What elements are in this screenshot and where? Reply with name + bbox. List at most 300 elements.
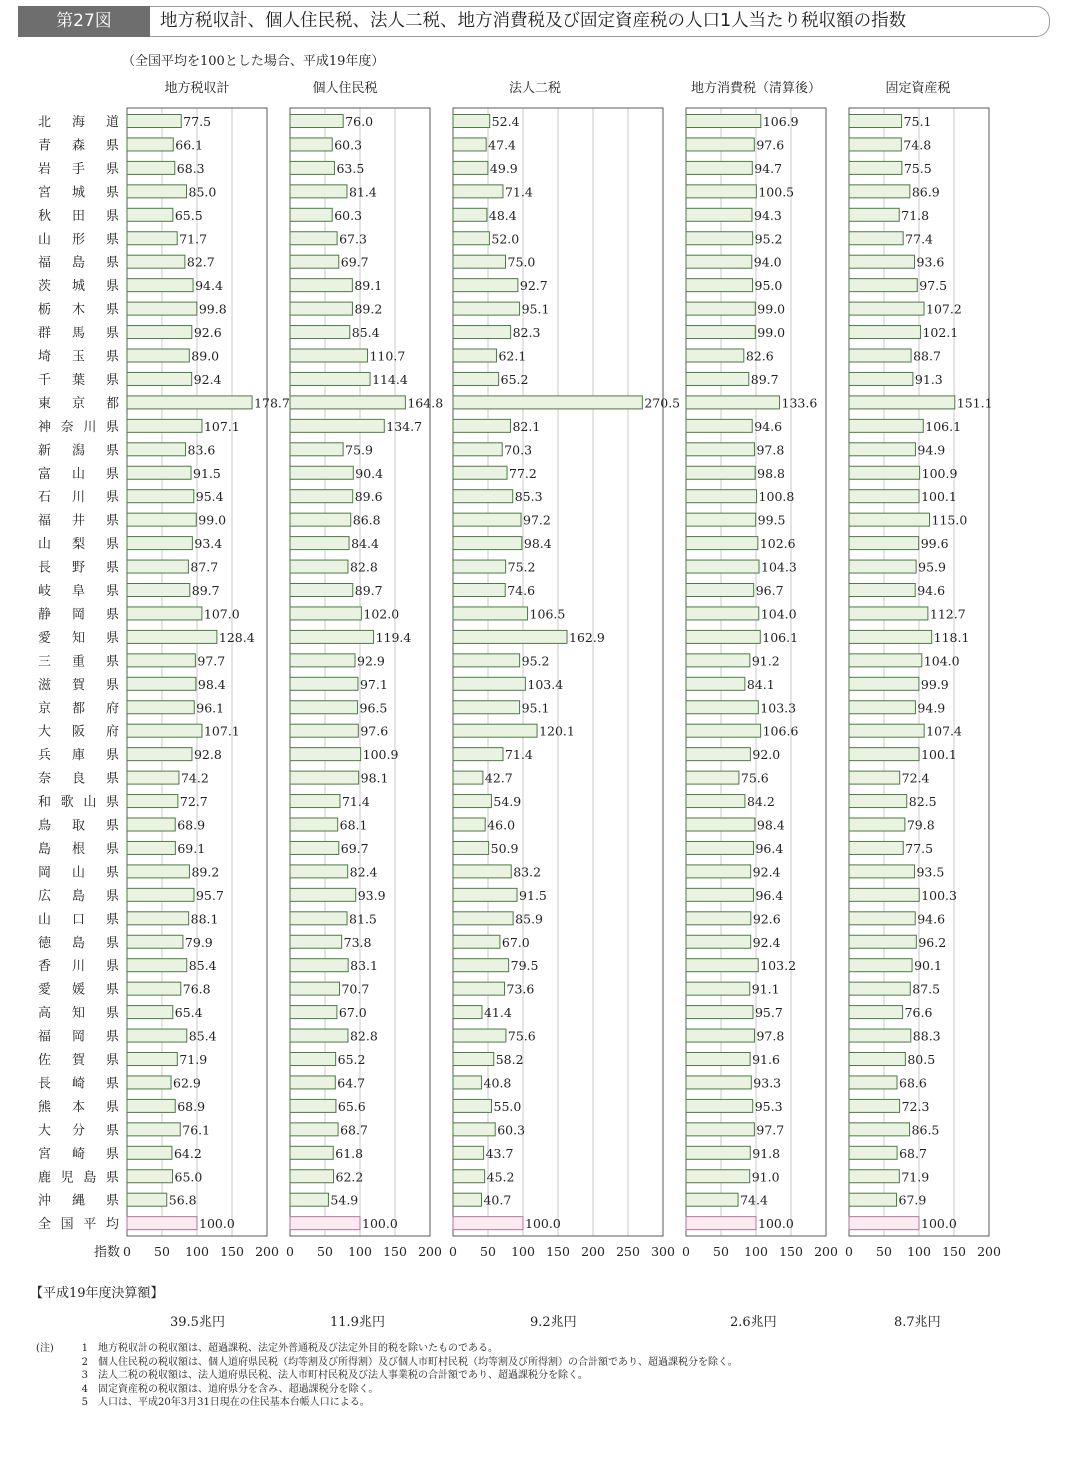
bar xyxy=(290,396,405,409)
bar xyxy=(127,208,173,221)
bar xyxy=(849,537,919,550)
data-label: 99.9 xyxy=(920,676,949,692)
bar xyxy=(686,795,745,808)
data-label: 75.6 xyxy=(507,1028,536,1044)
bar xyxy=(290,115,343,128)
data-label: 73.6 xyxy=(506,981,535,997)
data-label: 65.5 xyxy=(174,207,203,223)
data-label: 91.6 xyxy=(752,1052,780,1067)
series-header: 個人住民税 xyxy=(312,81,378,96)
bar xyxy=(290,748,361,761)
data-label: 102.6 xyxy=(759,536,796,552)
category-label: 高知県 xyxy=(38,1006,119,1022)
bar xyxy=(127,1193,167,1206)
data-label: 80.5 xyxy=(907,1052,936,1067)
bar xyxy=(453,443,502,456)
data-label: 85.3 xyxy=(514,489,543,505)
bar xyxy=(127,302,197,315)
total-value-4: 8.7兆円 xyxy=(894,1315,941,1330)
data-label: 91.8 xyxy=(752,1145,781,1161)
bar xyxy=(686,677,745,690)
category-label: 山梨県 xyxy=(38,537,119,553)
bar xyxy=(453,1170,485,1183)
data-label: 115.0 xyxy=(931,512,968,528)
data-label: 71.4 xyxy=(504,747,533,763)
bar xyxy=(290,1076,335,1089)
data-label: 71.9 xyxy=(179,1052,208,1067)
category-label: 大阪府 xyxy=(38,724,119,740)
bar xyxy=(849,232,903,245)
bar xyxy=(453,208,487,221)
data-label: 96.5 xyxy=(359,700,388,716)
category-label: 奈良県 xyxy=(38,771,119,787)
bar xyxy=(849,1193,897,1206)
bar xyxy=(453,607,528,620)
data-label: 96.1 xyxy=(196,700,225,716)
data-label: 87.7 xyxy=(190,559,219,575)
data-label: 102.0 xyxy=(363,606,400,622)
data-label: 56.8 xyxy=(168,1192,197,1208)
data-label: 106.9 xyxy=(762,114,799,129)
bar xyxy=(127,584,190,597)
bar xyxy=(849,1146,897,1159)
bar xyxy=(453,326,511,339)
category-label: 福岡県 xyxy=(38,1029,119,1045)
data-label: 94.4 xyxy=(195,278,223,294)
category-label: 埼玉県 xyxy=(38,349,119,365)
data-label: 42.7 xyxy=(484,770,513,786)
category-label: 徳島県 xyxy=(38,935,119,951)
category-label: 宮崎県 xyxy=(38,1146,119,1162)
bar xyxy=(290,865,348,878)
data-label: 70.7 xyxy=(341,981,370,997)
bar xyxy=(290,935,342,948)
total-value-2: 9.2兆円 xyxy=(530,1315,577,1330)
category-label: 福島県 xyxy=(38,255,119,271)
category-label: 山口県 xyxy=(38,912,119,928)
bar xyxy=(453,161,488,174)
bar xyxy=(127,935,183,948)
data-label: 107.1 xyxy=(203,723,240,739)
tick-label: 0 xyxy=(845,1244,853,1259)
data-label: 71.7 xyxy=(179,231,208,247)
bar xyxy=(849,443,915,456)
bar xyxy=(686,912,751,925)
bar xyxy=(290,490,353,503)
bar xyxy=(127,138,173,151)
bar xyxy=(290,419,384,432)
data-label: 94.7 xyxy=(754,160,783,176)
category-label: 山形県 xyxy=(38,232,119,248)
data-label: 95.2 xyxy=(754,231,783,247)
series-header: 固定資産税 xyxy=(885,81,951,96)
bar xyxy=(686,326,755,339)
axis-label: 指数 xyxy=(93,1245,120,1260)
data-label: 81.5 xyxy=(349,911,377,927)
data-label: 95.7 xyxy=(754,1005,783,1021)
tick-label: 100 xyxy=(511,1244,535,1259)
category-label: 石川県 xyxy=(38,490,119,506)
data-label: 75.5 xyxy=(903,160,932,176)
data-label: 98.4 xyxy=(197,676,226,692)
data-label: 94.3 xyxy=(754,207,782,223)
tick-label: 200 xyxy=(255,1244,279,1259)
data-label: 89.7 xyxy=(354,583,383,598)
data-label: 88.3 xyxy=(912,1028,941,1044)
category-label: 愛知県 xyxy=(38,630,119,646)
data-label: 104.0 xyxy=(923,653,960,669)
bar xyxy=(290,1170,334,1183)
data-label: 99.6 xyxy=(920,536,949,552)
bar xyxy=(290,795,340,808)
data-label: 107.2 xyxy=(926,301,962,317)
bar xyxy=(127,255,185,268)
note-text: 固定資産税の税収額は、道府県分を含み、超過課税分を除く。 xyxy=(98,1383,379,1395)
bar xyxy=(453,677,525,690)
data-label: 91.0 xyxy=(751,1169,780,1185)
data-label: 69.1 xyxy=(177,840,206,856)
bar xyxy=(849,654,922,667)
bar xyxy=(453,490,513,503)
bar xyxy=(127,1006,173,1019)
bar xyxy=(849,1006,903,1019)
bar xyxy=(849,912,915,925)
bar xyxy=(127,232,177,245)
bar xyxy=(290,1217,360,1230)
bar xyxy=(453,279,518,292)
data-label: 270.5 xyxy=(644,395,681,411)
data-label: 75.6 xyxy=(740,770,769,786)
tick-label: 200 xyxy=(418,1244,442,1259)
data-label: 99.0 xyxy=(198,512,227,528)
data-label: 67.0 xyxy=(501,934,530,950)
data-label: 62.1 xyxy=(498,348,527,364)
data-label: 84.2 xyxy=(746,794,775,810)
bar xyxy=(290,161,334,174)
data-label: 98.1 xyxy=(360,770,389,786)
data-label: 98.8 xyxy=(757,465,786,481)
data-label: 68.1 xyxy=(339,817,368,833)
bar xyxy=(290,677,358,690)
bar xyxy=(453,654,520,667)
data-label: 100.1 xyxy=(921,747,957,763)
category-label: 東京都 xyxy=(38,396,119,412)
category-label: 栃木県 xyxy=(38,302,119,318)
data-label: 95.3 xyxy=(754,1098,783,1114)
bar xyxy=(849,607,928,620)
data-label: 82.8 xyxy=(349,1028,378,1044)
note-text: 地方税収計の税収額は、超過課税、法定外普通税及び法定外目的税を除いたものである。 xyxy=(98,1343,498,1354)
data-label: 83.6 xyxy=(187,442,216,458)
bar xyxy=(849,513,930,526)
bar xyxy=(686,1053,750,1066)
bar xyxy=(686,466,755,479)
category-label: 兵庫県 xyxy=(38,748,119,764)
bar xyxy=(453,795,491,808)
bar xyxy=(686,724,761,737)
data-label: 63.5 xyxy=(336,160,365,176)
data-label: 97.7 xyxy=(756,1122,785,1138)
data-label: 45.2 xyxy=(486,1169,515,1185)
bar xyxy=(290,1193,328,1206)
bar xyxy=(686,1170,750,1183)
bar xyxy=(849,466,920,479)
bar xyxy=(849,208,899,221)
bar xyxy=(686,841,753,854)
bar xyxy=(127,419,202,432)
bar xyxy=(686,419,752,432)
data-label: 69.7 xyxy=(340,840,369,856)
data-label: 95.9 xyxy=(918,559,946,575)
data-label: 100.0 xyxy=(199,1216,235,1232)
tick-label: 100 xyxy=(185,1244,209,1259)
bar xyxy=(849,841,903,854)
data-label: 60.3 xyxy=(334,137,363,153)
bar xyxy=(127,161,175,174)
bar xyxy=(290,1006,337,1019)
bar xyxy=(686,161,752,174)
data-label: 61.8 xyxy=(335,1145,364,1161)
bar xyxy=(127,748,192,761)
data-label: 95.4 xyxy=(195,489,224,505)
bar xyxy=(686,513,756,526)
bar xyxy=(849,818,905,831)
bar xyxy=(127,630,217,643)
bar xyxy=(453,748,503,761)
data-label: 95.2 xyxy=(521,653,550,669)
data-label: 107.4 xyxy=(926,723,962,739)
total-value-3: 2.6兆円 xyxy=(730,1315,777,1330)
bar xyxy=(686,1193,738,1206)
bar xyxy=(127,537,192,550)
bar xyxy=(686,584,754,597)
tick-label: 0 xyxy=(286,1244,294,1259)
data-label: 54.9 xyxy=(330,1192,359,1208)
data-label: 40.7 xyxy=(483,1192,512,1208)
data-label: 106.6 xyxy=(762,723,799,739)
note-item: 3 法人二税の税収額は、法人道府県民税、法人市町村民税及び法人事業税の合計額であり、超過課税分を除く。 xyxy=(81,1370,588,1381)
bar xyxy=(290,185,347,198)
bar xyxy=(127,396,252,409)
data-label: 54.9 xyxy=(493,794,522,810)
data-label: 88.1 xyxy=(190,911,219,927)
category-label: 群馬県 xyxy=(38,326,119,342)
data-label: 91.5 xyxy=(519,887,547,903)
data-label: 74.2 xyxy=(180,770,209,786)
data-label: 97.5 xyxy=(919,278,948,294)
bar xyxy=(849,701,915,714)
bar xyxy=(127,982,181,995)
bar xyxy=(453,724,537,737)
data-label: 100.8 xyxy=(758,489,795,505)
bar xyxy=(453,818,485,831)
data-label: 97.1 xyxy=(359,676,388,692)
bar xyxy=(453,912,513,925)
bar xyxy=(453,349,496,362)
data-label: 72.3 xyxy=(901,1098,930,1114)
bar xyxy=(290,1029,348,1042)
data-label: 82.6 xyxy=(745,348,774,364)
category-label: 静岡県 xyxy=(38,607,119,623)
bar xyxy=(686,818,755,831)
tick-label: 200 xyxy=(581,1244,605,1259)
bar xyxy=(290,1099,336,1112)
data-label: 102.1 xyxy=(922,325,959,341)
bar xyxy=(453,396,642,409)
chart-subtitle: （全国平均を100とした場合、平成19年度） xyxy=(122,54,385,69)
data-label: 46.0 xyxy=(487,817,516,833)
data-label: 89.6 xyxy=(354,489,383,505)
data-label: 77.5 xyxy=(183,114,212,129)
data-label: 60.3 xyxy=(497,1122,526,1138)
bar xyxy=(127,701,194,714)
bar xyxy=(686,1076,751,1089)
data-label: 67.9 xyxy=(898,1192,927,1208)
category-label: 秋田県 xyxy=(38,208,119,224)
category-label: 岐阜県 xyxy=(38,584,119,599)
data-label: 94.9 xyxy=(917,700,946,716)
data-label: 66.1 xyxy=(175,137,204,153)
category-label: 岩手県 xyxy=(38,161,119,177)
data-label: 65.0 xyxy=(174,1169,203,1185)
bar xyxy=(849,255,915,268)
bar xyxy=(849,115,902,128)
data-label: 86.9 xyxy=(911,184,940,200)
bar xyxy=(290,724,358,737)
bar xyxy=(686,115,761,128)
bar xyxy=(290,302,352,315)
data-label: 67.0 xyxy=(338,1005,367,1021)
data-label: 118.1 xyxy=(933,629,970,645)
data-label: 100.0 xyxy=(758,1216,794,1232)
bar xyxy=(127,818,175,831)
tick-label: 50 xyxy=(480,1244,496,1259)
data-label: 71.9 xyxy=(901,1169,930,1185)
category-label: 富山県 xyxy=(38,466,119,482)
data-label: 134.7 xyxy=(386,418,423,434)
tick-label: 100 xyxy=(348,1244,372,1259)
data-label: 100.1 xyxy=(921,489,957,505)
data-label: 92.6 xyxy=(752,911,781,927)
data-label: 164.8 xyxy=(407,395,444,411)
tick-label: 150 xyxy=(383,1244,407,1259)
bar xyxy=(453,841,489,854)
data-label: 86.5 xyxy=(911,1122,940,1138)
data-label: 72.7 xyxy=(179,794,208,810)
data-label: 107.0 xyxy=(203,606,240,622)
bar xyxy=(849,138,901,151)
bar xyxy=(127,771,179,784)
category-label: 熊本県 xyxy=(38,1099,119,1115)
bar xyxy=(453,1053,494,1066)
data-label: 82.5 xyxy=(908,794,937,810)
tick-label: 300 xyxy=(651,1244,675,1259)
category-label: 青森県 xyxy=(38,138,119,154)
data-label: 72.4 xyxy=(901,770,930,786)
data-label: 47.4 xyxy=(488,137,517,153)
data-label: 85.4 xyxy=(188,958,217,974)
data-label: 75.0 xyxy=(507,254,536,270)
data-label: 68.3 xyxy=(176,160,205,176)
data-label: 73.8 xyxy=(343,934,372,950)
data-label: 50.9 xyxy=(490,840,519,856)
figure-title: 地方税収計、個人住民税、法人二税、地方消費税及び固定資産税の人口1人当たり税収額の指数 xyxy=(160,11,907,31)
note-item: 5 人口は、平成20年3月31日現在の住民基本台帳人口による。 xyxy=(81,1397,370,1408)
data-label: 92.9 xyxy=(357,653,385,669)
bar xyxy=(849,771,900,784)
bar xyxy=(453,865,511,878)
data-label: 75.9 xyxy=(345,442,373,458)
data-label: 89.2 xyxy=(191,864,220,880)
data-label: 65.4 xyxy=(174,1005,203,1021)
data-label: 40.8 xyxy=(483,1075,512,1091)
bar xyxy=(453,771,483,784)
bar xyxy=(453,959,509,972)
data-label: 97.2 xyxy=(523,512,551,528)
bar xyxy=(290,255,339,268)
bar xyxy=(849,1053,905,1066)
bar xyxy=(453,1193,481,1206)
data-label: 77.5 xyxy=(905,840,934,856)
data-label: 84.1 xyxy=(746,676,775,692)
data-label: 94.6 xyxy=(917,583,946,598)
bar xyxy=(127,1076,171,1089)
bar xyxy=(290,208,332,221)
data-label: 52.0 xyxy=(491,231,520,247)
data-label: 100.3 xyxy=(921,887,958,903)
bar xyxy=(453,701,520,714)
totals-heading: 【平成19年度決算額】 xyxy=(30,1286,164,1301)
note-item: 2 個人住民税の税収額は、個人道府県民税（均等割及び所得割）及び個人市町村民税（均等割及び所得割）の合計額であり、超過課税分を除く。 xyxy=(81,1356,738,1368)
data-label: 97.6 xyxy=(756,137,785,153)
tick-label: 150 xyxy=(220,1244,244,1259)
data-label: 91.2 xyxy=(751,653,780,669)
data-label: 97.8 xyxy=(756,442,785,458)
bar xyxy=(453,888,517,901)
data-label: 43.7 xyxy=(485,1145,514,1161)
data-label: 92.4 xyxy=(193,371,222,387)
bar xyxy=(686,302,755,315)
bar xyxy=(686,396,780,409)
bar xyxy=(849,326,920,339)
bar xyxy=(686,1217,756,1230)
data-label: 90.1 xyxy=(914,958,942,974)
tick-label: 250 xyxy=(616,1244,640,1259)
category-label: 福井県 xyxy=(38,513,119,529)
data-label: 94.6 xyxy=(917,911,946,927)
data-label: 76.6 xyxy=(904,1005,933,1021)
data-label: 106.5 xyxy=(529,606,566,622)
bar xyxy=(686,490,757,503)
data-label: 120.1 xyxy=(539,723,575,739)
bar xyxy=(453,302,520,315)
data-label: 82.8 xyxy=(349,559,378,575)
bar xyxy=(686,443,754,456)
category-label: 岡山県 xyxy=(38,865,119,881)
data-label: 79.9 xyxy=(184,934,213,950)
bar xyxy=(127,654,195,667)
bar xyxy=(290,912,347,925)
tick-label: 0 xyxy=(449,1244,457,1259)
bar xyxy=(290,630,374,643)
note-item: (注) 1 地方税収計の税収額は、超過課税、法定外普通税及び法定外目的税を除いたものである。 xyxy=(36,1343,498,1354)
bar xyxy=(453,982,505,995)
tick-label: 50 xyxy=(876,1244,892,1259)
data-label: 91.3 xyxy=(914,371,943,387)
bar xyxy=(127,372,192,385)
bar xyxy=(127,115,181,128)
bar xyxy=(453,1029,506,1042)
